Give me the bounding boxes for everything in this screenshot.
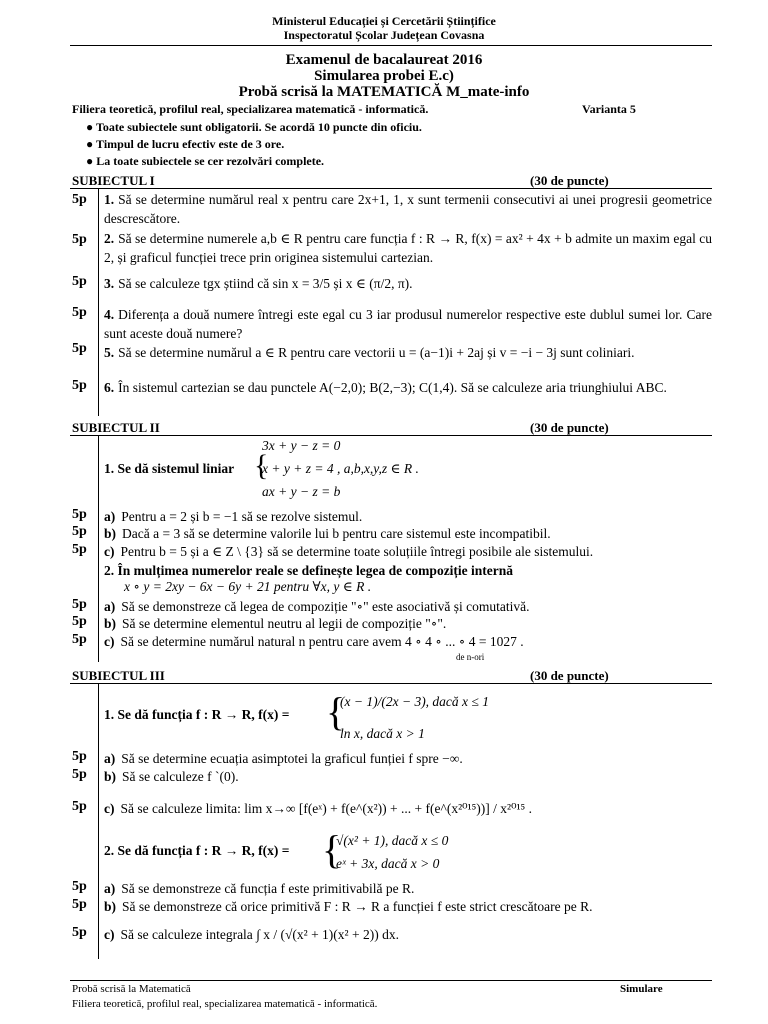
footer-right: Simulare bbox=[620, 983, 663, 995]
s2-p2c bbox=[104, 632, 712, 651]
s1-item2-num: 2. bbox=[104, 231, 115, 246]
s3-p2c-label: c) bbox=[104, 927, 115, 942]
instruction-1: ● Toate subiectele sunt obligatorii. Se acordă 10 puncte din oficiu. bbox=[86, 120, 422, 134]
s2-p2b-points: 5p bbox=[72, 614, 87, 629]
s1-points: (30 de puncte) bbox=[530, 173, 609, 188]
s1-item1-points: 5p bbox=[72, 192, 87, 207]
s2-p1a-label: a) bbox=[104, 509, 116, 524]
s2-p1-intro-text: 1. Se dă sistemul liniar bbox=[104, 461, 235, 476]
s2-p1-brace: { bbox=[254, 449, 269, 482]
s2-margin-rule bbox=[98, 435, 99, 662]
s2-p1b bbox=[104, 524, 712, 543]
s1-item4-num: 4. bbox=[104, 307, 115, 322]
s3-p2c-points: 5p bbox=[72, 925, 87, 940]
header-divider bbox=[70, 45, 712, 46]
s3-p1a-label: a) bbox=[104, 751, 116, 766]
s3-p1c-points: 5p bbox=[72, 799, 87, 814]
s3-p2-brace: { bbox=[322, 827, 342, 872]
s2-p1b-points: 5p bbox=[72, 524, 87, 539]
s3-points: (30 de puncte) bbox=[530, 668, 609, 683]
s2-p2b bbox=[104, 614, 712, 633]
s3-p1a-text: Să se determine ecuația asimptotei la graficul funției f spre −∞. bbox=[121, 751, 463, 766]
exam-simulation: Simularea probei E.c) bbox=[314, 68, 454, 84]
s3-p2c bbox=[104, 925, 712, 944]
s1-item2 bbox=[104, 229, 712, 267]
s3-p1-case2: ln x, dacă x > 1 bbox=[340, 726, 425, 741]
s3-p1b bbox=[104, 767, 712, 786]
exam-subject: Probă scrisă la MATEMATICĂ M_mate-info bbox=[238, 84, 530, 100]
s3-p2-case2: eˣ + 3x, dacă x > 0 bbox=[336, 856, 440, 871]
s3-p1c bbox=[104, 799, 712, 818]
s2-p2b-label: b) bbox=[104, 616, 117, 631]
s2-p1c-label: c) bbox=[104, 544, 115, 559]
s3-p2c-text: Să se calculeze integrala ∫ x / (√(x² + 1)(x² + 2)) dx. bbox=[120, 927, 399, 942]
s3-p1-intro bbox=[104, 707, 289, 723]
s3-p1b-points: 5p bbox=[72, 767, 87, 782]
ministry-header: Ministerul Educației și Cercetării Științifice bbox=[272, 14, 496, 28]
s3-title: SUBIECTUL III bbox=[72, 668, 165, 683]
s1-item3-text: Să se calculeze tgx știind că sin x = 3/5 și x ∈ (π/2, π). bbox=[118, 276, 413, 291]
s2-p1b-label: b) bbox=[104, 526, 117, 541]
s3-p1-case1: (x − 1)/(2x − 3), dacă x ≤ 1 bbox=[340, 694, 489, 709]
s2-p2c-label: c) bbox=[104, 634, 115, 649]
s2-p1c-text: Pentru b = 5 și a ∈ Z \ {3} să se determine toate soluțiile întregi posibile ale sistemului. bbox=[120, 544, 594, 559]
s1-item1-num: 1. bbox=[104, 192, 115, 207]
s2-p1a-text: Pentru a = 2 și b = −1 să se rezolve sistemul. bbox=[121, 509, 363, 524]
s1-item4 bbox=[104, 305, 712, 343]
exam-title: Examenul de bacalaureat 2016 bbox=[285, 52, 483, 68]
s2-p2b-text: Să se determine elementul neutru al legii de compoziție "∘". bbox=[122, 616, 447, 631]
s2-p1c-points: 5p bbox=[72, 542, 87, 557]
s1-item5-points: 5p bbox=[72, 341, 87, 356]
s2-p2a-points: 5p bbox=[72, 597, 87, 612]
footer-rule bbox=[70, 980, 712, 981]
s2-p1-eq2: x + y + z = 4 , a,b,x,y,z ∈ R . bbox=[262, 461, 419, 476]
s2-p2-intro-text: 2. În mulțimea numerelor reale se definește legea de compoziție internă bbox=[104, 563, 514, 578]
s1-item2-text: Să se determine numerele a,b ∈ R pentru care funcția f : R → R, f(x) = ax² + 4x + b admite un maxim egal cu 2, și graficul funcției trece prin originea sistemului cartezian. bbox=[104, 231, 712, 265]
s3-p2b-text: Să se demonstreze că orice primitivă F : R → R a funcției f este strict crescătoare pe R. bbox=[122, 899, 593, 914]
s2-p2c-points: 5p bbox=[72, 632, 87, 647]
s2-p2a-label: a) bbox=[104, 599, 116, 614]
s3-margin-rule bbox=[98, 683, 99, 959]
s1-item1 bbox=[104, 190, 712, 228]
s1-item2-points: 5p bbox=[72, 232, 87, 247]
s3-p2a-points: 5p bbox=[72, 879, 87, 894]
s3-p1b-label: b) bbox=[104, 769, 117, 784]
s3-p2a-label: a) bbox=[104, 881, 116, 896]
s3-p2b-points: 5p bbox=[72, 897, 87, 912]
s3-p2a-text: Să se demonstreze că funcția f este primitivabilă pe R. bbox=[121, 881, 415, 896]
s3-p1c-label: c) bbox=[104, 801, 115, 816]
s3-p1a bbox=[104, 749, 712, 768]
s3-p2-intro-text: 2. Se dă funcția f : R → R, f(x) = bbox=[104, 843, 290, 858]
s1-item6 bbox=[104, 378, 712, 397]
s2-p1-eq1: 3x + y − z = 0 bbox=[262, 438, 341, 453]
s2-p1b-text: Dacă a = 3 să se determine valorile lui b pentru care sistemul este incompatibil. bbox=[122, 526, 551, 541]
s2-p1a-points: 5p bbox=[72, 507, 87, 522]
s3-p1a-points: 5p bbox=[72, 749, 87, 764]
s1-item3-num: 3. bbox=[104, 276, 115, 291]
s3-top-rule bbox=[70, 683, 712, 684]
s2-title: SUBIECTUL II bbox=[72, 420, 160, 435]
exam-track: Filiera teoretică, profilul real, specializarea matematică - informatică. bbox=[72, 102, 429, 116]
s1-item3-points: 5p bbox=[72, 274, 87, 289]
s2-points: (30 de puncte) bbox=[530, 420, 609, 435]
s3-p1c-text: Să se calculeze limita: lim x→∞ [f(eˣ) + f(e^(x²)) + ... + f(e^(x²⁰¹⁵))] / x²⁰¹⁵ . bbox=[120, 801, 532, 816]
s1-item6-text: În sistemul cartezian se dau punctele A(−2,0); B(2,−3); C(1,4). Să se calculeze aria triunghiului ABC. bbox=[118, 380, 667, 395]
s1-top-rule bbox=[70, 188, 712, 189]
s1-item3 bbox=[104, 274, 712, 293]
s2-p2c-underbrace-label: de n-ori bbox=[456, 652, 485, 662]
s3-p1-brace: { bbox=[326, 689, 346, 734]
s2-p2c-text: Să se determine numărul natural n pentru care avem 4 ∘ 4 ∘ ... ∘ 4 = 1027 . bbox=[120, 634, 524, 649]
s1-item4-points: 5p bbox=[72, 305, 87, 320]
s2-p1c bbox=[104, 542, 712, 561]
s3-p2a bbox=[104, 879, 712, 898]
s1-item1-text: Să se determine numărul real x pentru care 2x+1, 1, x sunt termenii consecutivi ai unei progresii geometrice descrescătore. bbox=[104, 192, 712, 226]
s1-item5-text: Să se determine numărul a ∈ R pentru care vectorii u = (a−1)i + 2aj și v = −i − 3j sunt coliniari. bbox=[118, 345, 635, 360]
s3-p1b-text: Să se calculeze f `(0). bbox=[122, 769, 239, 784]
s1-item6-num: 6. bbox=[104, 380, 115, 395]
s1-title: SUBIECTUL I bbox=[72, 173, 155, 188]
s3-p1-intro-text: 1. Se dă funcția f : R → R, f(x) = bbox=[104, 707, 290, 722]
s3-p2-intro bbox=[104, 843, 289, 859]
s1-item4-text: Diferența a două numere întregi este egal cu 3 iar produsul numerelor respective este dublul sumei lor. Care sunt aceste două numere? bbox=[104, 307, 712, 341]
s2-top-rule bbox=[70, 435, 712, 436]
s2-p2a-text: Să se demonstreze că legea de compoziție "∘" este asociativă și comutativă. bbox=[121, 599, 530, 614]
s1-margin-rule bbox=[98, 188, 99, 416]
s3-p2b-label: b) bbox=[104, 899, 117, 914]
instruction-2: ● Timpul de lucru efectiv este de 3 ore. bbox=[86, 137, 285, 151]
instruction-3: ● La toate subiectele se cer rezolvări complete. bbox=[86, 154, 325, 168]
footer-left-1: Probă scrisă la Matematică bbox=[72, 983, 191, 995]
s1-item5 bbox=[104, 343, 712, 362]
s1-item6-points: 5p bbox=[72, 378, 87, 393]
s2-p1-eq3: ax + y − z = b bbox=[262, 484, 341, 499]
footer-left-2: Filiera teoretică, profilul real, specializarea matematică - informatică. bbox=[72, 998, 378, 1010]
s2-p2-intro bbox=[104, 561, 712, 580]
s3-p2b bbox=[104, 897, 712, 916]
s2-p2-law: x ∘ y = 2xy − 6x − 6y + 21 pentru ∀x, y ∈ R . bbox=[124, 579, 372, 594]
inspectorate-header: Inspectoratul Școlar Județean Covasna bbox=[283, 28, 485, 42]
s2-p1-intro bbox=[104, 461, 234, 477]
s1-item5-num: 5. bbox=[104, 345, 115, 360]
s3-p2-case1: √(x² + 1), dacă x ≤ 0 bbox=[336, 833, 449, 848]
exam-variant: Varianta 5 bbox=[582, 102, 636, 116]
